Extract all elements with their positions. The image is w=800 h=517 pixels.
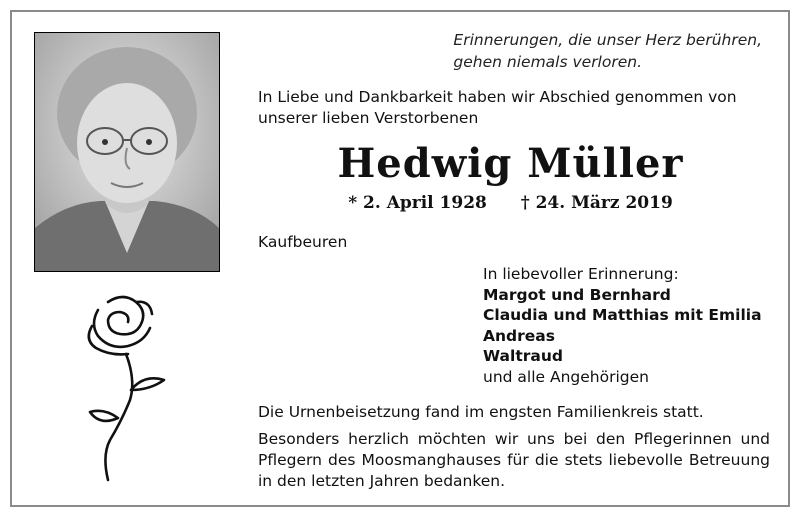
death-date: † 24. März 2019 [520,193,673,213]
quote-line-1: Erinnerungen, die unser Herz berühren, [453,31,762,49]
intro-line-2: unserer lieben Verstorbenen [258,109,479,127]
place-name: Kaufbeuren [258,233,348,251]
mourners-closing: und alle Angehörigen [483,367,649,386]
rose-icon [78,290,173,489]
mourners-list [483,264,762,387]
mourners-heading: In liebevoller Erinnerung: [483,265,679,283]
intro-line-1: In Liebe und Dankbarkeit haben wir Abschied genommen von [258,88,737,106]
portrait-photo [34,32,220,272]
deceased-name: Hedwig Müller [337,140,684,187]
footer-text [258,402,770,498]
intro-text [258,87,778,129]
thanks-note: Besonders herzlich möchten wir uns bei den Pflegerinnen und Pflegern des Moosmanghauses für die stets liebevolle Betreuung in den letzten Jahren bedanken. [258,430,770,490]
mourner-name: Andreas [483,326,555,345]
mourner-name: Waltraud [483,347,563,365]
quote-line-2: gehen niemals verloren. [453,53,643,71]
memorial-quote [453,29,762,73]
mourner-name: Claudia und Matthias mit Emilia [483,306,762,324]
urn-burial-note: Die Urnenbeisetzung fand im engsten Familienkreis statt. [258,403,704,421]
mourner-name: Margot und Bernhard [483,285,671,304]
birth-date: * 2. April 1928 [348,193,487,213]
life-dates [258,193,763,213]
